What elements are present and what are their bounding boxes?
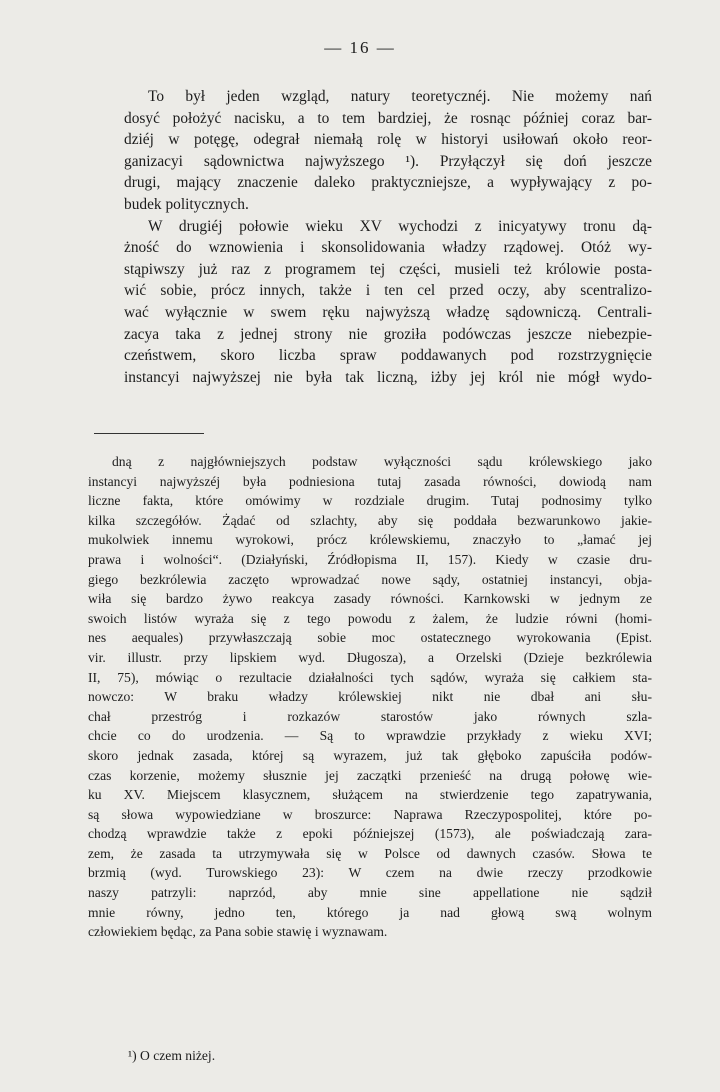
footnote-line: chcie co do urodzenia. — Są to wprawdzie przykłady z wieku XVI; bbox=[88, 728, 652, 744]
text-line: czeństwem, skoro liczba spraw poddawanych pod rozstrzygnięcie bbox=[124, 347, 652, 365]
footnote-line: mukolwiek innemu wyrokowi, prócz królewskiemu, znaczyło to „łamać jej bbox=[88, 532, 652, 548]
text-line: dziéj w potęgę, odegrał niemałą rolę w historyi usiłowań około reor- bbox=[124, 131, 652, 149]
text-line: żność do wznowienia i skonsolidowania władzy rządowej. Otóż wy- bbox=[124, 239, 652, 257]
footnote-line: vir. illustr. przy lipskiem wyd. Długosza), a Orzelski (Dzieje bezkrólewia bbox=[88, 649, 652, 665]
text-line: ganizacyi sądownictwa najwyższego ¹). Przyłączył się doń jeszcze bbox=[124, 152, 652, 170]
main-text bbox=[124, 86, 652, 388]
text-line: dosyć położyć nacisku, a to tem bardziej, że rosnąc później coraz bar- bbox=[124, 109, 652, 127]
footnote-line: ku XV. Miejscem klasycznem, służącem na stwierdzenie tego zapatrywania, bbox=[88, 787, 652, 803]
footnote-line: człowiekiem będąc, za Pana sobie stawię i wyznawam. bbox=[88, 924, 388, 940]
text-line: budek politycznych. bbox=[124, 195, 249, 213]
footnote-line: nes aequales) przywłaszczają sobie moc ostatecznego wyrokowania (Epist. bbox=[88, 630, 652, 646]
footnote-line: kilka szczegółów. Żądać od szlachty, aby się poddała bezwarunkowo jakie- bbox=[88, 512, 652, 528]
footnote-line: czas korzenie, możemy słusznie jej zaczątki przenieść na drugą połowę wie- bbox=[88, 767, 652, 783]
footnote-line: mnie równy, jedno ten, którego ja nad głową swą wolnym bbox=[88, 904, 652, 920]
page-number: — 16 — bbox=[324, 38, 396, 57]
footnote-line: prawa i wolności“. (Działyński, Źródłopisma II, 157). Kiedy w czasie dru- bbox=[88, 551, 652, 567]
text-line: stąpiwszy już raz z programem tej części, musieli też królowie posta- bbox=[124, 260, 652, 278]
footnote-line: chał przestróg i rozkazów starostów jako równych szla- bbox=[88, 708, 652, 724]
footnote-line: instancyi najwyższéj była podniesiona tutaj zasada równości, dowiodą nam bbox=[88, 473, 652, 489]
footnote-line: swoich listów wyraża się z tego powodu z żalem, że ludzie równi (homi- bbox=[88, 610, 652, 626]
footnote-line: brzmią (wyd. Turowskiego 23): W czem na dwie rzeczy przodkowie bbox=[88, 865, 652, 881]
footnote-line: zem, że zasada ta utrzymywała się w Polsce od dawnych czasów. Słowa te bbox=[88, 845, 652, 861]
footnote-1: ¹) O czem niżej. bbox=[128, 1048, 216, 1063]
footnote-line: liczne fakta, które omówimy w rozdziale drugim. Tutaj podnosimy tylko bbox=[88, 493, 652, 509]
footnote-line: nowczo: W braku władzy królewskiej nikt nie dbał ani słu- bbox=[88, 689, 652, 705]
text-line: wać wyłącznie w swem ręku najwyższą władzę sądowniczą. Centrali- bbox=[124, 303, 652, 321]
text-line: W drugiéj połowie wieku XV wychodzi z inicyatywy tronu dą- bbox=[148, 217, 652, 235]
text-line: wić sobie, prócz innych, także i ten cel przed oczy, aby scentralizo- bbox=[124, 282, 652, 300]
footnote-separator bbox=[94, 433, 204, 434]
footnote-line: są słowa wypowiedziane w broszurce: Naprawa Rzeczypospolitej, które po- bbox=[88, 806, 652, 822]
text-line: drugi, mający znaczenie daleko praktyczniejsze, a wypływający z po- bbox=[124, 174, 652, 192]
text-line: instancyi najwyższej nie była tak liczną, iżby jej król nie mógł wydo- bbox=[124, 368, 652, 386]
footnote-line: dną z najgłówniejszych podstaw wyłączności sądu królewskiego jako bbox=[112, 454, 652, 469]
footnote-line: skoro jednak zasada, której są wyrazem, już tak głęboko zapuściła podów- bbox=[88, 747, 652, 763]
text-line: zacya taka z jednej strony nie groziła podówczas jeszcze niebezpie- bbox=[124, 325, 652, 343]
text-line: To był jeden wzgląd, natury teoretycznéj. Nie możemy nań bbox=[148, 88, 652, 105]
footnote-line: wiła się bardzo żywo reakcya zasady równości. Karnkowski w jednym ze bbox=[88, 591, 652, 607]
footnote-line: giego bezkrólewia zaczęto wprowadzać nowe sądy, ostatniej instancyi, obja- bbox=[88, 571, 652, 587]
footnote-line: naszy patrzyli: naprzód, aby mnie sine appellatione nie sądził bbox=[88, 885, 652, 901]
footnote-continuation bbox=[88, 452, 652, 942]
footnote-line: chodzą wprawdzie także z epoki późniejszej (1573), ale poświadczają zara- bbox=[88, 826, 652, 842]
footnote-line: II, 75), mówiąc o rezultacie działalności tych sądów, wyraża się całkiem sta- bbox=[88, 669, 652, 685]
